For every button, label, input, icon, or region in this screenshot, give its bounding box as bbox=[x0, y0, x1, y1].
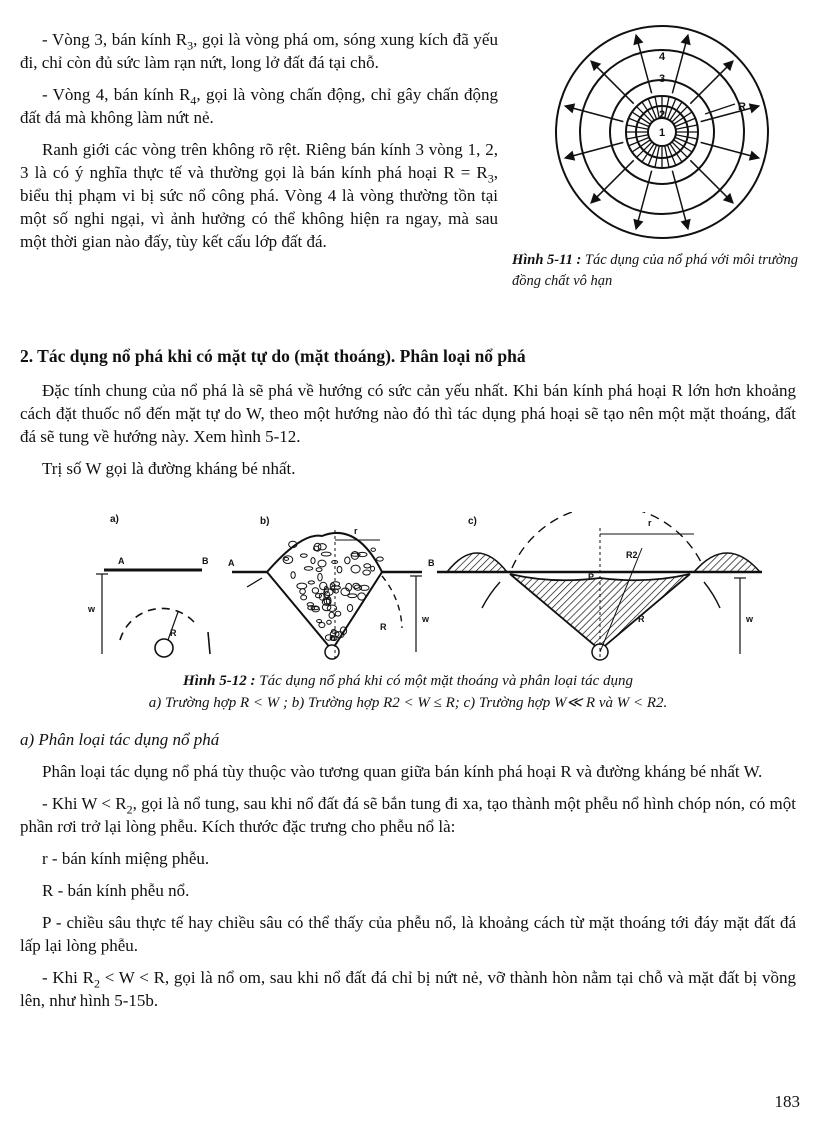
label-b-R: R bbox=[380, 622, 387, 632]
definition-R: R - bán kính phễu nổ. bbox=[42, 881, 190, 900]
label-c-P: P bbox=[588, 572, 595, 582]
ring-label-2: 2 bbox=[659, 109, 666, 121]
panel-b bbox=[232, 530, 422, 660]
paragraph-w-definition: Trị số W gọi là đường kháng bé nhất. bbox=[42, 459, 296, 478]
figure-5-12-caption: Hình 5-12 : Tác dụng nổ phá khi có một mặt thoáng và phân loại tác dụng a) Trường hợp R < W ; b) Trường hợp R2 < W ≤ R; c) Trường hợp W≪ R và W < R2. bbox=[148, 673, 668, 711]
top-text-column bbox=[20, 28, 498, 262]
label-b-W: w bbox=[422, 614, 430, 624]
section-a-body bbox=[20, 728, 796, 1021]
arrow-head bbox=[750, 152, 759, 160]
label-b-A: A bbox=[228, 558, 235, 568]
label-c-r: r bbox=[648, 518, 652, 528]
arrow-head bbox=[565, 152, 574, 160]
panel-c bbox=[437, 512, 762, 660]
label-a-A: A bbox=[118, 556, 125, 566]
panel-label-b: b) bbox=[260, 516, 270, 527]
rubble-stone bbox=[377, 557, 384, 561]
figure-5-11-caption: Hình 5-11 : Tác dụng của nổ phá với môi trường đồng chất vô hạn bbox=[512, 252, 799, 289]
figure-5-12-crater-diagram bbox=[82, 512, 772, 670]
radius-label-R: R bbox=[738, 101, 746, 113]
paragraph-ring-3: - Vòng 3, bán kính $R_3$, gọi là vòng phá om, sóng xung kích đã yếu đi, chỉ còn đủ sức làm rạn nứt, long lở đất đá tại chỗ. bbox=[20, 30, 498, 72]
paragraph-ring-4: - Vòng 4, bán kính $R_4$, gọi là vòng chấn động, chỉ gây chấn động đất đá mà không làm nứt nẻ. bbox=[20, 85, 498, 127]
page-number: 183 bbox=[774, 1092, 800, 1111]
section-a-subheading: a) Phân loại tác dụng nổ phá bbox=[20, 730, 220, 749]
label-c-R2: R2 bbox=[626, 550, 638, 560]
label-a-B: B bbox=[202, 556, 209, 566]
panel-label-a: a) bbox=[110, 514, 119, 525]
label-a-W: w bbox=[88, 604, 96, 614]
arrow-head bbox=[634, 220, 642, 229]
paragraph-free-surface: Đặc tính chung của nổ phá là sẽ phá về hướng có sức cản yếu nhất. Khi bán kính phá hoại R lớn hơn khoảng cách đặt thuốc nổ đến mặt tự do W, theo một hướng nào đó thì tác dụng phá hoại sẽ tạo nên một mặt thoáng, đất đá sẽ tung về hướng này. Xem hình 5-12. bbox=[20, 381, 796, 446]
arrow-head bbox=[682, 35, 690, 44]
definition-P: P - chiều sâu thực tế hay chiều sâu có thể thấy của phễu nổ, là khoảng cách từ mặt thoáng tới đáy mặt đất đá lấp lại lòng phễu. bbox=[20, 913, 796, 955]
label-a-R: R bbox=[170, 628, 177, 638]
section-2-body bbox=[20, 379, 796, 480]
ring-label-4: 4 bbox=[659, 51, 666, 63]
section-2-heading: 2. Tác dụng nổ phá khi có mặt tự do (mặt thoáng). Phân loại nổ phá bbox=[20, 346, 526, 366]
label-c-W: w bbox=[746, 614, 754, 624]
arrow-head bbox=[634, 35, 642, 44]
arrow-head bbox=[750, 104, 759, 112]
panel-label-c: c) bbox=[468, 516, 477, 527]
arrow-head bbox=[682, 220, 690, 229]
paragraph-classification: Phân loại tác dụng nổ phá tùy thuộc vào tương quan giữa bán kính phá hoại R và đường kháng bé nhất W. bbox=[42, 762, 763, 781]
label-b-B: B bbox=[428, 558, 435, 568]
paragraph-boundaries: Ranh giới các vòng trên không rõ rệt. Riêng bán kính 3 vòng 1, 2, 3 là có ý nghĩa thực tế và thường gọi là bán kính phá hoại $R = R_3$, biểu thị phạm vi bị sức nổ công phá. Vòng 4 là vòng thường tồn tại một số nghi ngại, vì ảnh hưởng có thể không hiện ra ngay, mà sau một thời gian nào đấy, tùy kết cấu lớp đất đá. bbox=[20, 140, 498, 251]
figure-5-11-rings-diagram bbox=[520, 20, 810, 248]
ring-label-1: 1 bbox=[659, 127, 666, 139]
definition-r: r - bán kính miệng phễu. bbox=[42, 849, 210, 868]
panel-a bbox=[96, 570, 210, 657]
label-b-r: r bbox=[354, 526, 358, 536]
arrow-head bbox=[565, 104, 574, 112]
rubble-stone bbox=[371, 548, 375, 551]
paragraph-no-om: - Khi $R_2 < W < R$, gọi là nổ om, sau khi nổ đất đá chỉ bị nứt nẻ, vỡ thành hòn nằm tại chỗ và mặt đất bị vồng lên, như hình 5-15b. bbox=[20, 968, 796, 1010]
paragraph-no-tung: - Khi $W < R_2$, gọi là nổ tung, sau khi nổ đất đá sẽ bắn tung đi xa, tạo thành một phễu nổ hình chóp nón, có một phần rơi trở lại lòng phễu. Kích thước đặc trưng cho phễu nổ là: bbox=[20, 794, 796, 836]
ring-label-3: 3 bbox=[659, 73, 666, 85]
label-c-R: R bbox=[638, 614, 645, 624]
